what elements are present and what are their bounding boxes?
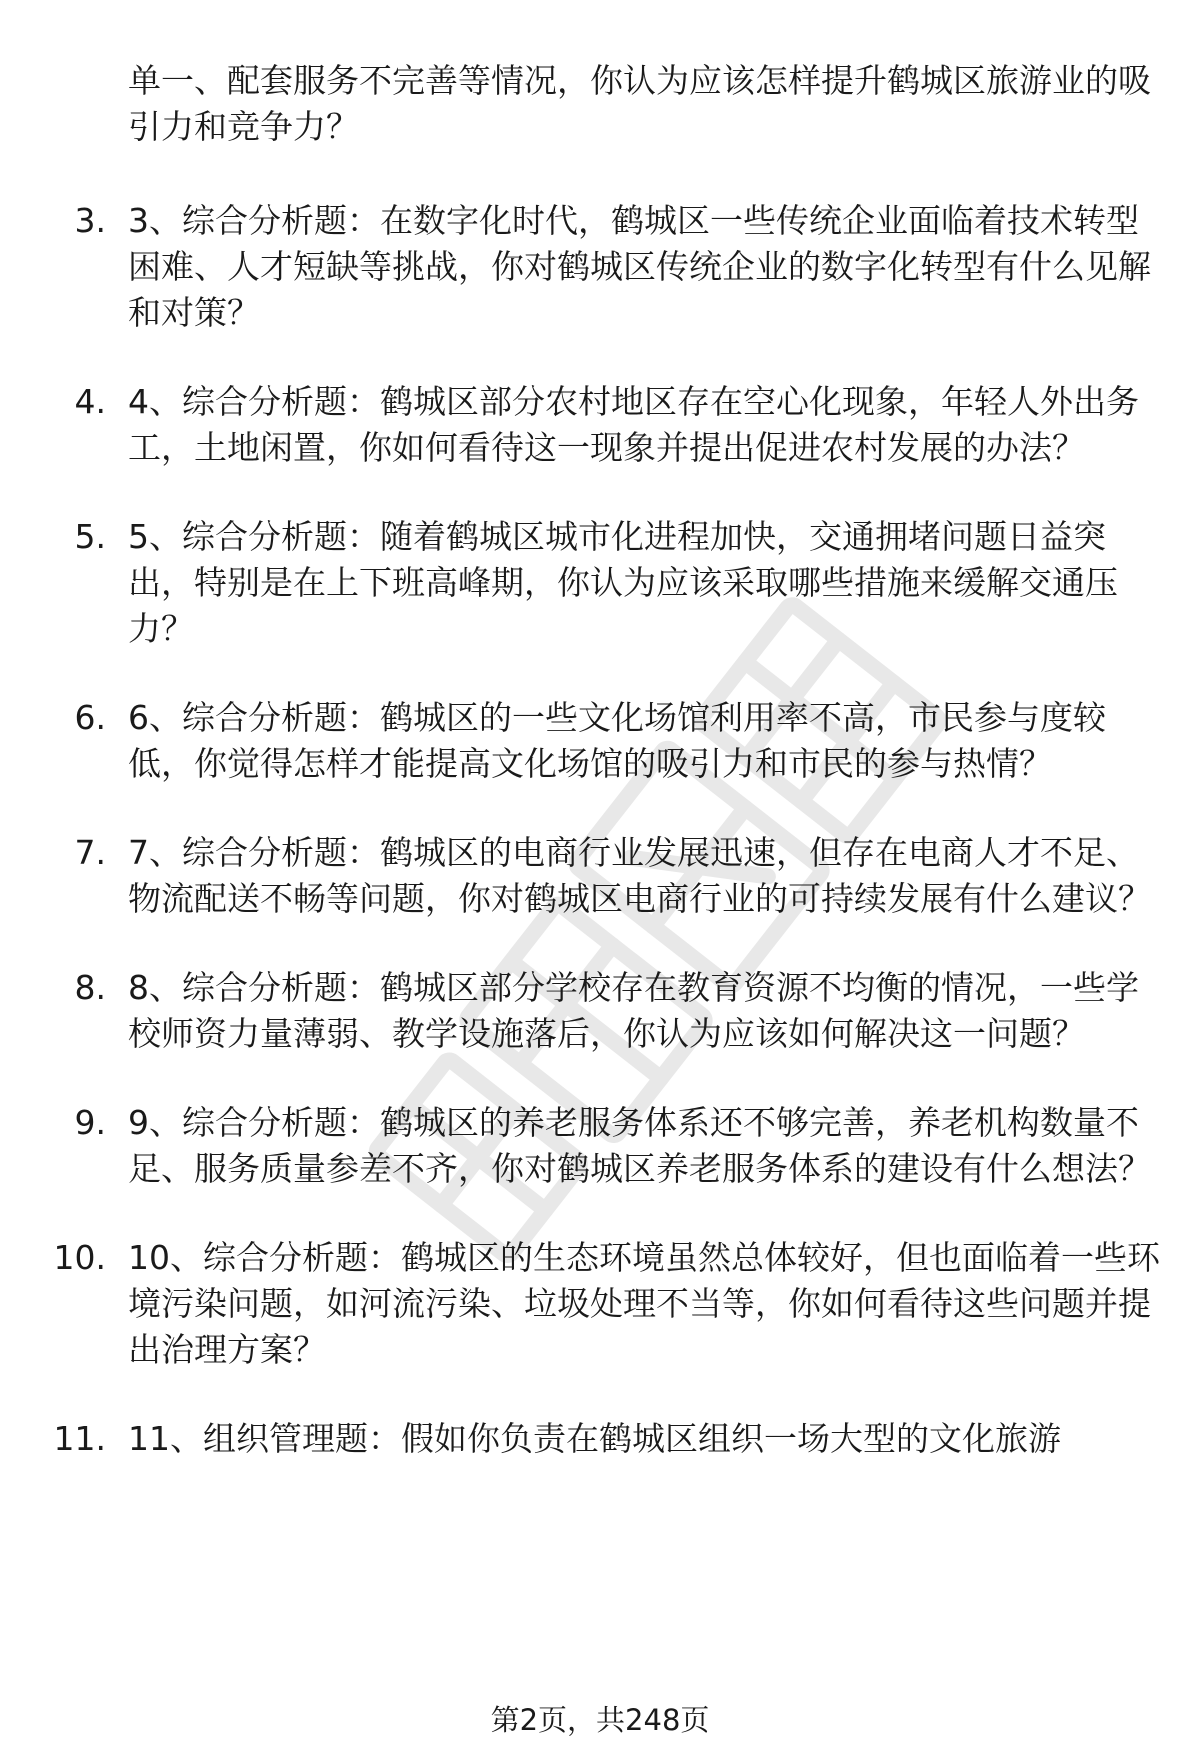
- list-item-number: 6.: [74, 698, 106, 737]
- page-footer: 第2页，共248页: [490, 1703, 710, 1737]
- list-item-number: 8.: [74, 968, 106, 1007]
- list-item-number: 10.: [53, 1238, 106, 1277]
- list-item: [0, 1416, 1200, 1462]
- list-item-text: 9、综合分析题：鹤城区的养老服务体系还不够完善，养老机构数量不足、服务质量参差不齐，你对鹤城区养老服务体系的建设有什么想法？: [128, 1103, 1151, 1188]
- list-item-number: 3.: [74, 201, 106, 240]
- list-item: [0, 514, 1200, 652]
- list-item-text: 6、综合分析题：鹤城区的一些文化场馆利用率不高，市民参与度较低，你觉得怎样才能提高文化场馆的吸引力和市民的参与热情？: [128, 698, 1106, 783]
- list-item: [0, 379, 1200, 471]
- list-item-number: 5.: [74, 517, 106, 556]
- question-list: [0, 198, 1200, 1505]
- continuation-paragraph: 单一、配套服务不完善等情况，你认为应该怎样提升鹤城区旅游业的吸引力和竞争力？: [128, 61, 1151, 146]
- list-item-text: 4、综合分析题：鹤城区部分农村地区存在空心化现象，年轻人外出务工，土地闲置，你如何看待这一现象并提出促进农村发展的办法？: [128, 382, 1139, 467]
- list-item: [0, 695, 1200, 787]
- list-item-number: 7.: [74, 833, 106, 872]
- list-item-number: 11.: [53, 1419, 106, 1458]
- list-item: [0, 198, 1200, 336]
- list-item-text: 8、综合分析题：鹤城区部分学校存在教育资源不均衡的情况，一些学校师资力量薄弱、教学设施落后，你认为应该如何解决这一问题？: [128, 968, 1139, 1053]
- list-item-text: 11、组织管理题：假如你负责在鹤城区组织一场大型的文化旅游: [128, 1419, 1061, 1458]
- list-item-text: 7、综合分析题：鹤城区的电商行业发展迅速，但存在电商人才不足、物流配送不畅等问题，你对鹤城区电商行业的可持续发展有什么建议？: [128, 833, 1151, 918]
- list-item: [0, 965, 1200, 1057]
- list-item: [0, 1235, 1200, 1373]
- list-item-number: 4.: [74, 382, 106, 421]
- list-item-text: 3、综合分析题：在数字化时代，鹤城区一些传统企业面临着技术转型困难、人才短缺等挑战，你对鹤城区传统企业的数字化转型有什么见解和对策？: [128, 201, 1151, 332]
- list-item-text: 10、综合分析题：鹤城区的生态环境虽然总体较好，但也面临着一些环境污染问题，如河流污染、垃圾处理不当等，你如何看待这些问题并提出治理方案？: [128, 1238, 1160, 1369]
- list-item-text: 5、综合分析题：随着鹤城区城市化进程加快，交通拥堵问题日益突出，特别是在上下班高峰期，你认为应该采取哪些措施来缓解交通压力？: [128, 517, 1118, 648]
- list-item-number: 9.: [74, 1103, 106, 1142]
- list-item: [0, 830, 1200, 922]
- list-item: [0, 1100, 1200, 1192]
